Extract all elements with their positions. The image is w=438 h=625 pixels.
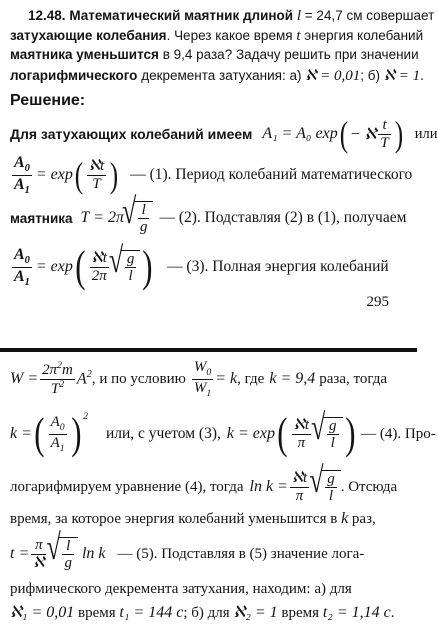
problem-number: 12.48. — [28, 8, 66, 23]
period-line: маятника T = 2π √ $\frac{l}{g}$ — (2). Подставляя (2) в (1), получаем — [10, 198, 406, 238]
fraction-t-over-T: $\frac{t}{T}$ — [380, 117, 389, 151]
problem-line-3: маятника уменьшится в 9,4 раза? Задачу решить при значении — [10, 47, 419, 62]
solution-line-1: Для затухающих колебаний имеем A₁ = A₀ exp ( − ℵ $\frac{t}{T}$ ) или — [10, 114, 438, 154]
problem-line-1: 12.48. Математический маятник длиной l = 24,7 см совершает — [28, 8, 435, 24]
fraction-A0-A1-p2: $\frac{A_0}{A_1}$ — [50, 413, 65, 454]
sqrt-g-over-l-p2: √ $\frac{g}{l}$ — [313, 417, 343, 452]
page-number: 295 — [366, 294, 389, 310]
fraction-2pi2m-T2: $\frac{2\pi^2m}{T^2}$ — [42, 360, 73, 397]
sqrt-l-over-g-t: √ $\frac{l}{g}$ — [48, 537, 78, 572]
fraction-aleph-t-pi-log: $\frac{\text{ℵt}}{\pi}$ — [291, 470, 308, 504]
fraction-aleph-t-over-T: $\frac{\text{ℵt}}{T}$ — [88, 158, 105, 192]
time-line: время, за которое энергия колебаний уменьшится в k раз, — [10, 510, 376, 527]
problem-line-2: затухающие колебания. Через какое время t энергия колебаний — [10, 28, 424, 44]
result-line-2: ℵ₁ = 0,01 время t₁ = 144 с; б) для ℵ₂ = 1 время t₂ = 1,14 с. — [10, 604, 395, 621]
sqrt-g-over-l: √ $\frac{g}{l}$ — [111, 250, 141, 285]
equation-3: $\frac{A_0}{A_1}$ = exp ( $\frac{\text{ℵt}}{2\pi}$ √ $\frac{g}{l}$ ) — (3). Полная энергия колебаний — [10, 240, 389, 294]
energy-line: W = $\frac{2\pi^2m}{T^2}$ $A^2$ , и по условию $\frac{W_0}{W_1}$ = k , где k = 9,4 раза, тогда — [10, 358, 388, 399]
fraction-aleph-t-pi: $\frac{\text{ℵt}}{\pi}$ — [293, 417, 310, 451]
problem-line-4: логарифмического декремента затухания: а) ℵ = 0,01; б) ℵ = 1. — [10, 68, 424, 84]
page-296 — [0, 352, 436, 625]
fraction-A0-A1: $\frac{A_0}{A_1}$ — [14, 153, 30, 196]
fraction-A0-A1-eq3: $\frac{A_0}{A_1}$ — [14, 245, 30, 288]
fraction-pi-aleph: $\frac{\pi}{\text{ℵ}}$ — [33, 537, 45, 571]
fraction-W0-W1: $\frac{W_0}{W_1}$ — [193, 358, 212, 399]
log-line: логарифмируем уравнение (4), тогда ln k = $\frac{\text{ℵt}}{\pi}$ √ $\frac{g}{l}$ . Отсюда — [10, 464, 397, 510]
equation-1: $\frac{A_0}{A_1}$ = exp ( $\frac{\text{ℵt}}{T}$ ) — (1). Период колебаний математического — [14, 153, 413, 196]
sqrt-l-over-g: √ $\frac{l}{g}$ — [124, 201, 154, 236]
equation-5: t = $\frac{\pi}{\text{ℵ}}$ √ $\frac{l}{g}$ ln k — (5). Подставляя в (5) значение лога- — [10, 528, 364, 580]
sqrt-g-over-l-log: √ $\frac{g}{l}$ — [311, 470, 341, 505]
solution-heading: Решение: — [10, 92, 86, 109]
fraction-aleph-t-2pi: $\frac{\text{ℵt}}{2\pi}$ — [91, 250, 107, 284]
k-equation-line: k = ( $\frac{A_0}{A_1}$ ) $^2$ или, с учетом (3), k = exp ( $\frac{\text{ℵt}}{\pi}$ √ $\frac{g}{l}$ ) — (4). Про- — [10, 406, 436, 462]
result-line-1: рифмического декремента затухания, находим: а) для — [10, 581, 352, 597]
page-gap — [0, 318, 417, 348]
